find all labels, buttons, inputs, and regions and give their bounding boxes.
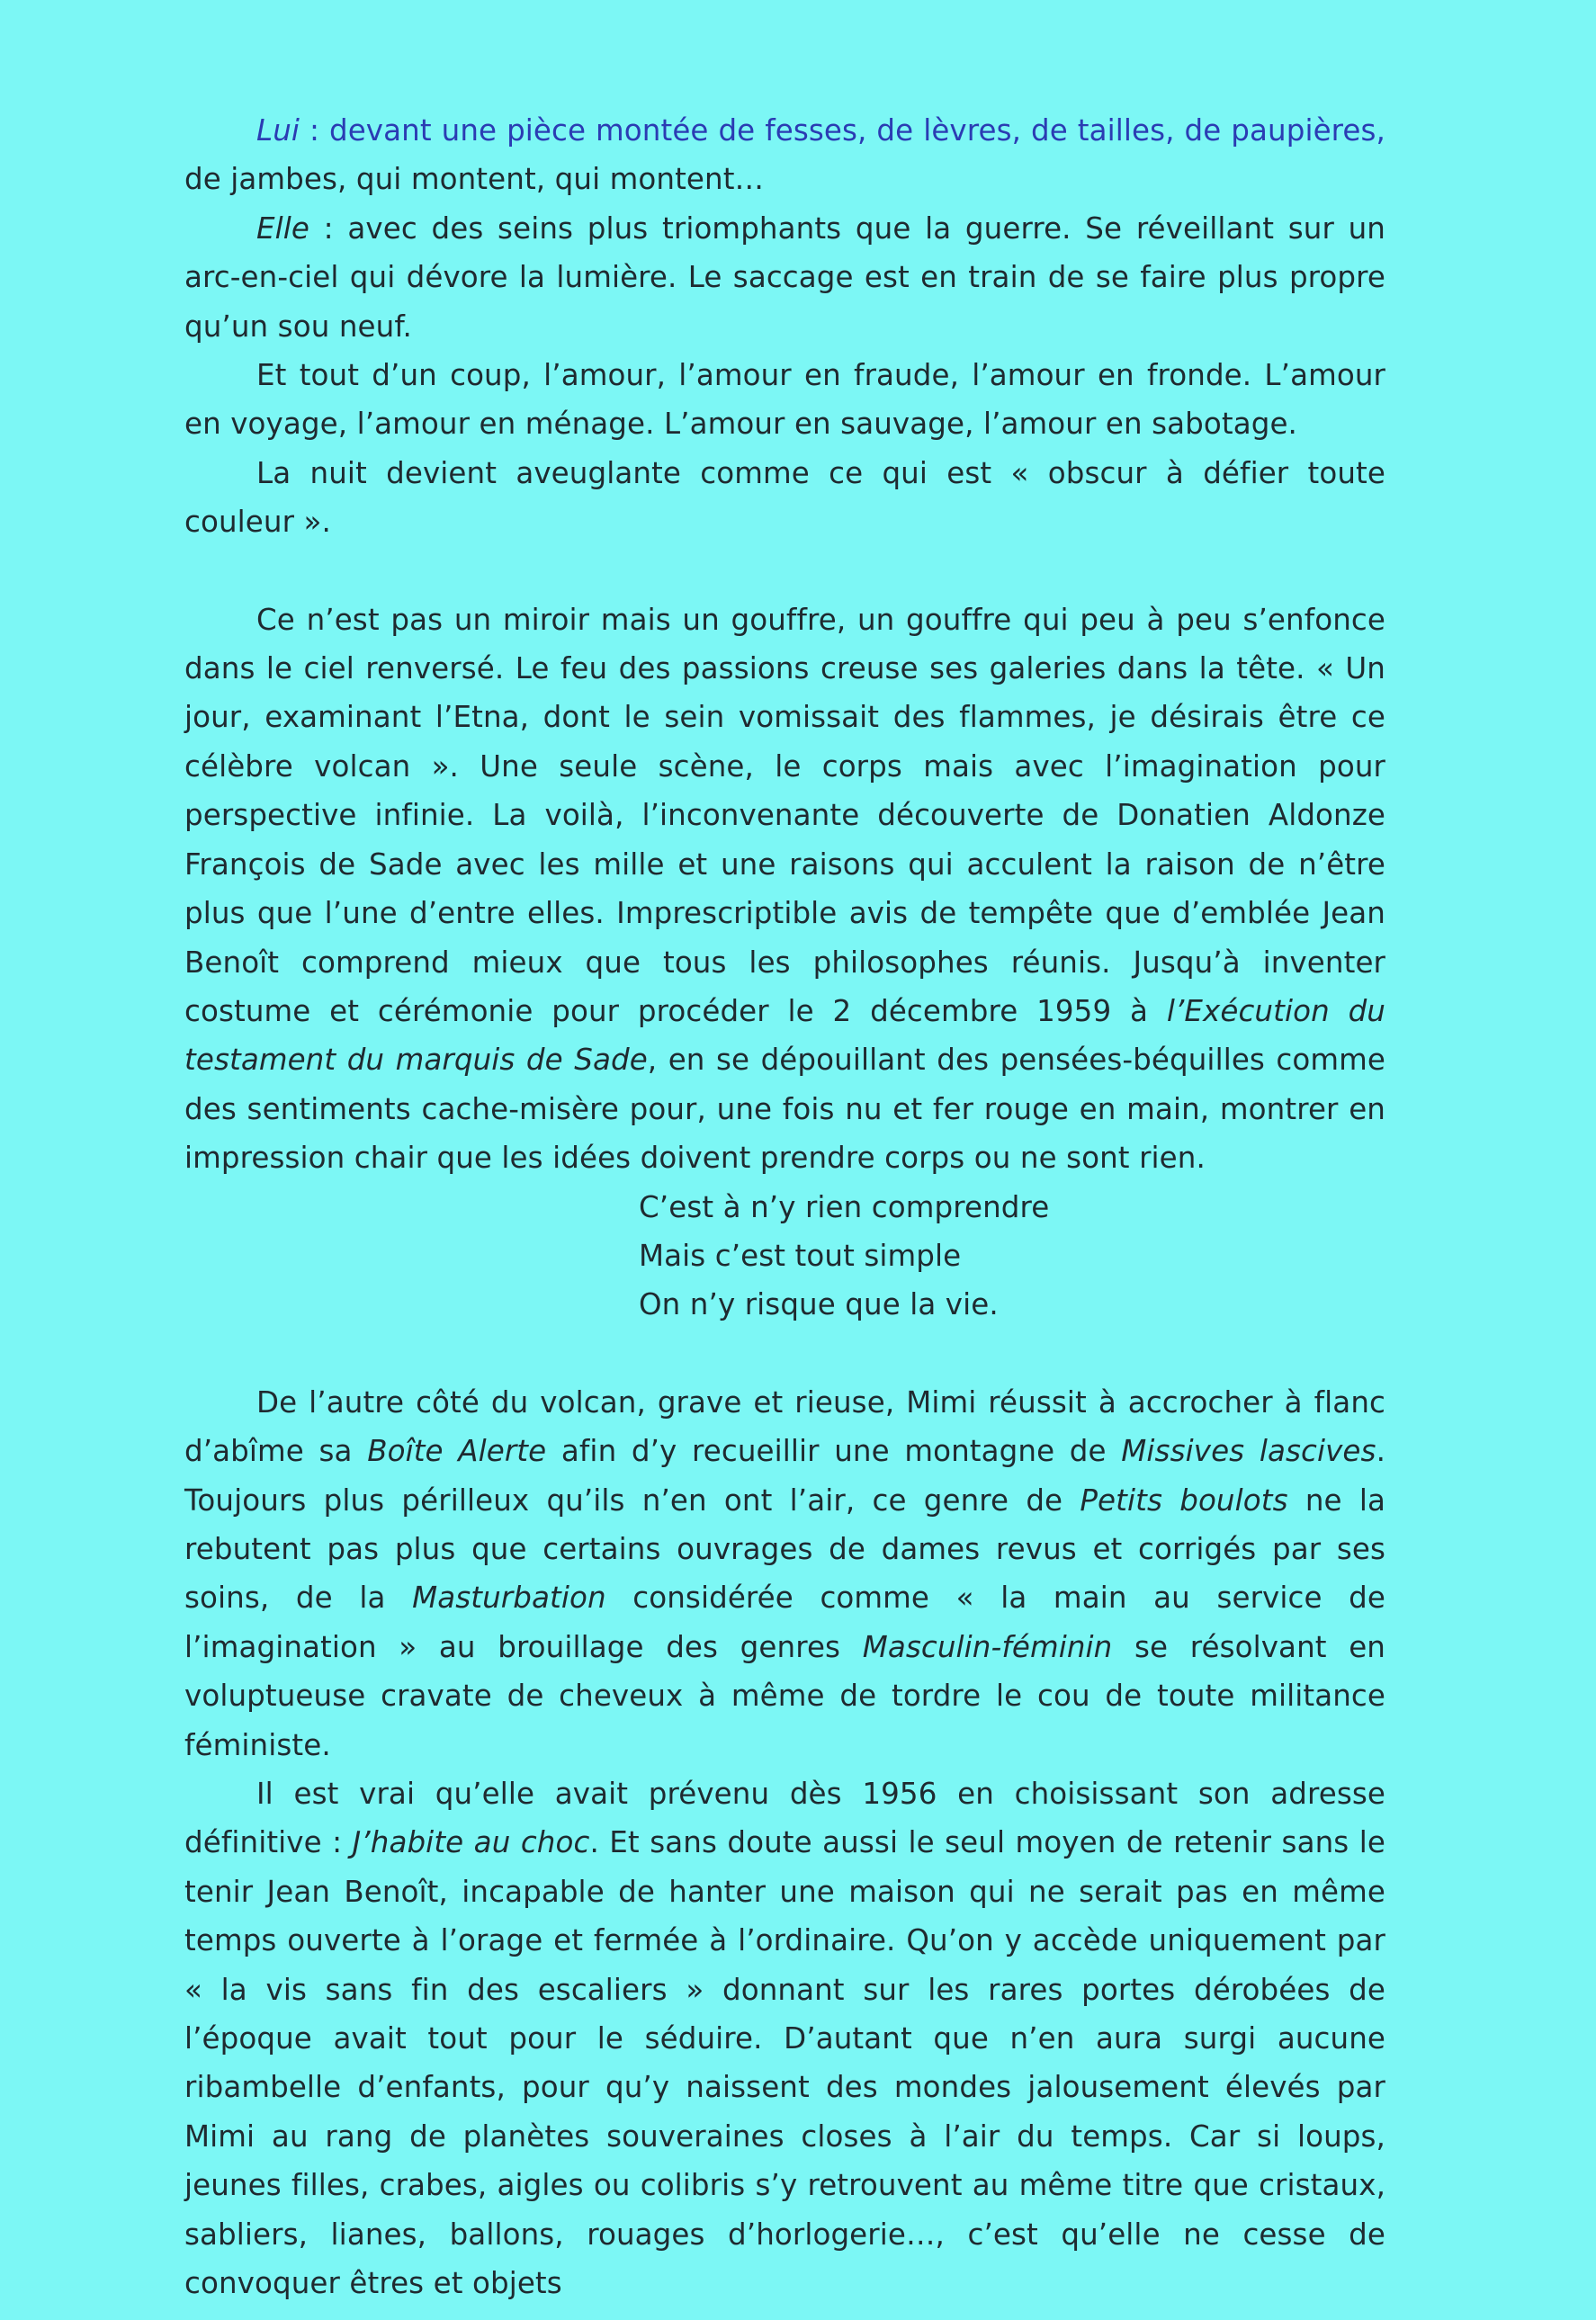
italic-text: Masturbation	[412, 1581, 606, 1616]
italic-text: J’habite au choc	[352, 1825, 590, 1860]
italic-text: Masculin-féminin	[862, 1629, 1113, 1664]
paragraph	[184, 449, 1385, 547]
paragraph	[184, 106, 1385, 204]
text-run: : avec des seins plus triomphants que la guerre. Se réveillant sur un arc-en-ciel qui dévore la lumière. Le saccage est en train de se faire plus propre qu’un sou neuf.	[184, 211, 1385, 344]
verse-line: C’est à n’y rien comprendre	[639, 1189, 1050, 1224]
paragraphs-top	[184, 106, 1385, 1183]
paragraph	[184, 1378, 1385, 1769]
text-run: afin d’y recueillir une montagne de	[546, 1434, 1122, 1469]
italic-text: Boîte Alerte	[367, 1434, 547, 1469]
text-run: De l’autre côté du volcan, grave et rieuse, Mimi réussit à accrocher à flanc d’abîme sa	[184, 1384, 1385, 1469]
paragraph	[184, 204, 1385, 351]
text-run: ne la rebutent pas plus que certains ouvrages de dames revus et corrigés par ses soins, de la	[184, 1482, 1385, 1616]
italic-text: Elle	[256, 211, 309, 246]
paragraph	[184, 1769, 1385, 2307]
verse-block	[184, 1183, 1385, 1330]
paragraph	[184, 351, 1385, 449]
paragraphs-bottom	[184, 1378, 1385, 2308]
verse-line: Mais c’est tout simple	[639, 1238, 962, 1273]
text-run: , en se dépouillant des pensées-béquilles comme des sentiments cache-misère pour, une fois nu et fer rouge en main, montrer en impression chair que les idées doivent prendre corps ou ne sont rien.	[184, 1043, 1385, 1176]
text-run: Et tout d’un coup, l’amour, l’amour en fraude, l’amour en fronde. L’amour en voyage, l’amour en ménage. L’amour en sauvage, l’amour en sabotage.	[184, 358, 1385, 442]
text-run: La nuit devient aveuglante comme ce qui est « obscur à défier toute couleur ».	[184, 455, 1385, 540]
text-run: de jambes, qui montent, qui montent…	[184, 162, 765, 197]
italic-text: Missives lascives	[1121, 1434, 1376, 1469]
italic-text: Petits boulots	[1080, 1482, 1288, 1518]
paragraph	[184, 596, 1385, 1183]
text-run: . Et sans doute aussi le seul moyen de retenir sans le tenir Jean Benoît, incapable de hanter une maison qui ne serait pas en même temps ouverte à l’orage et fermée à l’ordinaire. Qu’on y accède uniquement par « la vis sans fin des escaliers » donnant sur les rares portes dérobées de l’époque avait tout pour le séduire. D’autant que n’en aura surgi aucune ribambelle d’enfants, pour qu’y naissent des mondes jalousement élevés par Mimi au rang de planètes souveraines closes à l’air du temps. Car si loups, jeunes filles, crabes, aigles ou colibris s’y retrouvent au même titre que cristaux, sabliers, lianes, ballons, rouages d’horlogerie…, c’est qu’elle ne cesse de convoquer êtres et objets	[184, 1825, 1385, 2301]
text-run: Il est vrai qu’elle avait prévenu dès 1956 en choisissant son adresse définitive :	[184, 1777, 1385, 1860]
text-run: se résolvant en voluptueuse cravate de cheveux à même de tordre le cou de toute militance féministe.	[184, 1629, 1386, 1762]
text-run: Ce n’est pas un miroir mais un gouffre, un gouffre qui peu à peu s’enfonce dans le ciel renversé. Le feu des passions creuse ses galeries dans la tête. « Un jour, examinant l’Etna, dont le sein vomissait des flammes, je désirais être ce célèbre volcan ». Une seule scène, le corps mais avec l’imagination pour perspective infinie. La voilà, l’inconvenante découverte de Donatien Aldonze François de Sade avec les mille et une raisons qui acculent la raison de n’être plus que l’une d’entre elles. Imprescriptible avis de tempête que d’emblée Jean Benoît comprend mieux que tous les philosophes réunis. Jusqu’à inventer costume et cérémonie pour procéder le 2 décembre 1959 à	[184, 602, 1385, 1028]
verse-line: On n’y risque que la vie.	[639, 1287, 999, 1322]
text-run: . Toujours plus périlleux qu’ils n’en ont l’air, ce genre de	[184, 1434, 1385, 1518]
italic-text: Lui	[256, 113, 300, 148]
page-text	[184, 106, 1385, 2307]
italic-text: l’Exécution du testament du marquis de Sade	[184, 993, 1385, 1078]
text-run: considérée comme « la main au service de l’imagination » au brouillage des genres	[184, 1581, 1385, 1664]
text-run: : devant une pièce montée de fesses, de lèvres, de tailles, de paupières,	[300, 113, 1385, 148]
